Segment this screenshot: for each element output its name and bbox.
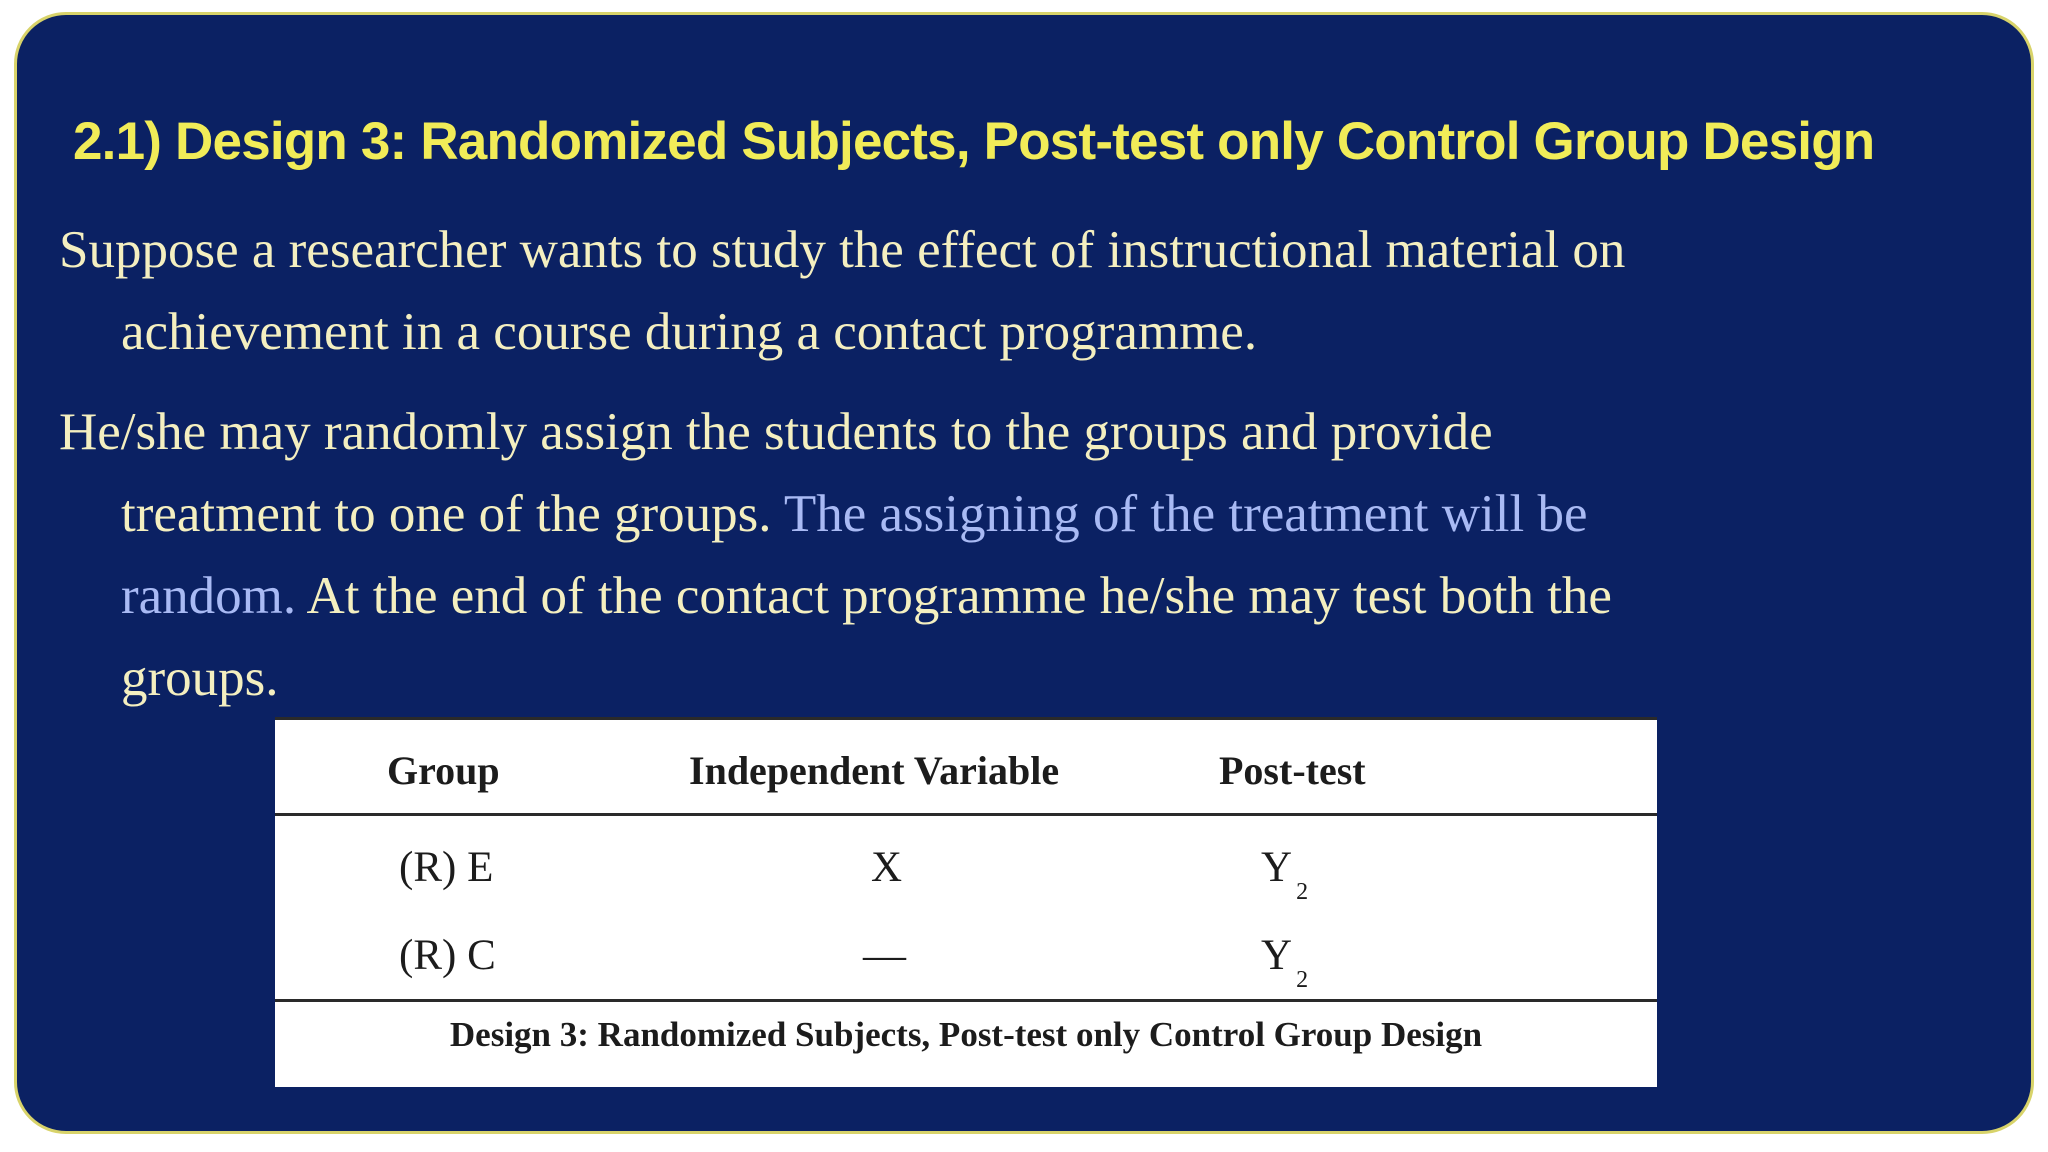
- highlighted-text: The assigning of the treatment will be: [783, 485, 1588, 543]
- paragraph-line: He/she may randomly assign the students to the groups and provide: [59, 403, 1493, 461]
- slide: [14, 12, 2034, 1134]
- header-group: Group: [387, 748, 500, 793]
- post-test-symbol: Y: [1261, 844, 1293, 891]
- paragraph-line: Suppose a researcher wants to study the effect of instructional material on: [59, 221, 1626, 279]
- highlighted-text: random.: [121, 567, 297, 625]
- paragraph-text: At the end of the contact programme he/she may test both the: [296, 567, 1612, 625]
- design-table-image: [275, 717, 1657, 1087]
- table-caption: Design 3: Randomized Subjects, Post-test only Control Group Design: [449, 1015, 1483, 1054]
- header-rule: [275, 813, 1657, 816]
- paragraph-research-scenario: [17, 209, 1977, 373]
- row-control-iv: —: [863, 932, 906, 979]
- row-control-group: (R) C: [399, 932, 496, 979]
- paragraph-line: achievement in a course during a contact programme.: [121, 303, 1258, 361]
- header-post-test: Post-test: [1219, 748, 1366, 793]
- paragraph-random-assignment: [17, 391, 1977, 719]
- header-independent-variable: Independent Variable: [689, 748, 1060, 793]
- footer-rule: [275, 999, 1657, 1002]
- post-test-subscript: 2: [1296, 967, 1309, 993]
- paragraph-line: groups.: [121, 649, 279, 707]
- row-control-post-test: [1261, 931, 1309, 993]
- post-test-symbol: Y: [1261, 932, 1293, 979]
- row-experimental-group: (R) E: [399, 844, 494, 891]
- paragraph-line: [17, 555, 1977, 637]
- paragraph-line: [17, 473, 1977, 555]
- paragraph-text: treatment to one of the groups.: [121, 485, 784, 543]
- post-test-subscript: 2: [1296, 879, 1309, 905]
- row-experimental-post-test: [1261, 843, 1309, 905]
- row-experimental-iv: X: [871, 844, 903, 891]
- slide-title: 2.1) Design 3: Randomized Subjects, Post-test only Control Group Design: [73, 112, 1875, 171]
- table-top-rule: [275, 717, 1657, 720]
